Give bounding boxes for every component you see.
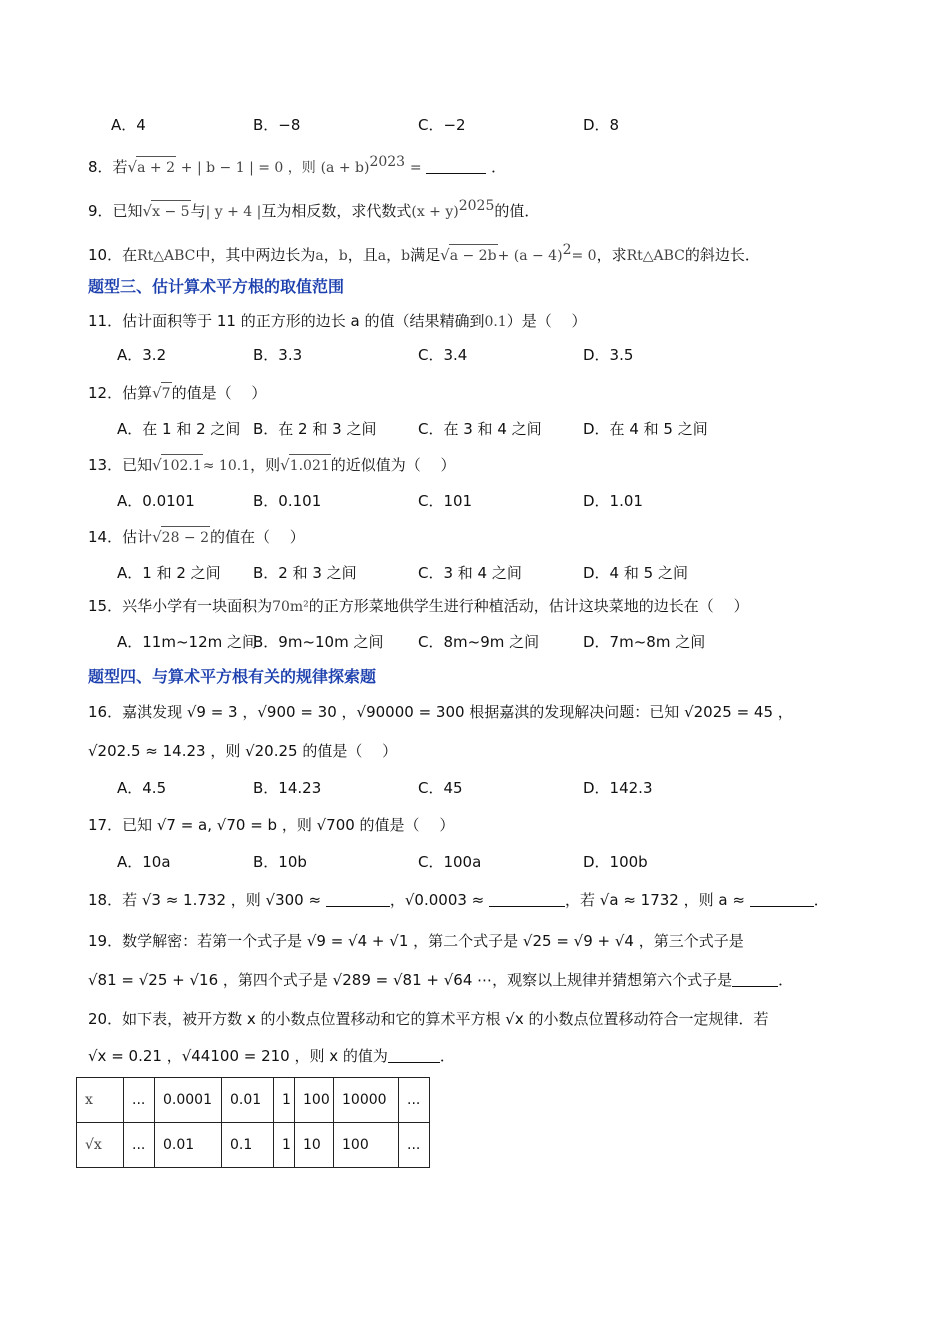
option-b: B．10b [253,853,307,871]
option-d: D．3.5 [583,346,634,364]
table-row [77,1123,430,1168]
q15-options [0,631,950,653]
section-heading-4: 题型四、与算术平方根有关的规律探索题 [88,667,377,686]
option-a: A．3.2 [117,346,167,364]
option-b: B．在 2 和 3 之间 [253,420,377,438]
table-cell: 10 [295,1123,334,1168]
question-17: 17．已知 √7 = a, √70 = b ，则 √700 的值是（ ） [88,816,455,834]
q9-power: (x + y) [411,204,459,220]
table-cell: 1 [274,1123,295,1168]
q13-radicand-2: 1.021 [289,454,331,477]
option-d: D．8 [583,116,620,134]
option-c: C．101 [418,492,473,510]
option-d: D．142.3 [583,779,653,797]
table-cell: 100 [334,1123,399,1168]
q14-options [0,562,950,584]
question-19-line-1: 19．数学解密：若第一个式子是 √9 = √4 + √1 ，第二个式子是 √25 = √9 + √4 ，第三个式子是 [88,932,744,950]
q10-eq: = 0 [571,248,597,264]
table-cell: x [77,1078,124,1123]
option-d: D．7m~8m 之间 [583,633,706,651]
question-20-line-2 [88,1045,455,1067]
q8-tail: ． [486,158,507,176]
q14-num: 14．估计 [88,528,153,546]
q8-radicand: a + 2 [136,156,176,179]
q8-power: (a + b) [320,160,370,176]
q18-part-d: ． [813,891,829,909]
table-row [77,1078,430,1123]
option-c: C．45 [418,779,463,797]
q15-area: 70m² [272,599,309,615]
q18-blank-3[interactable] [750,890,814,907]
q13-approx: ≈ 10.1 [202,458,251,474]
q14-tail: 的值在（ ） [210,528,305,546]
question-10 [88,239,760,267]
option-c: C．3.4 [418,346,468,364]
radical-icon: √ [127,158,138,176]
q13-text-1: ，则 [250,456,281,474]
q8-expr: + | b − 1 | = 0 ，则 [180,160,316,176]
question-15 [88,595,749,618]
q9-abs: | y + 4 | [205,204,262,220]
radical-icon: √ [142,202,153,220]
q10-text-2: ， [323,246,339,264]
q8-exp: 2023 [369,154,406,170]
q10-text-1: 中，其中两边长为 [195,246,316,264]
option-b: B．9m~10m 之间 [253,633,384,651]
option-c: C．−2 [418,116,466,134]
q10-text-7: 的斜边长． [684,246,760,264]
option-c: C．100a [418,853,482,871]
table-cell: 0.1 [222,1123,274,1168]
table-cell: ... [399,1123,430,1168]
radical-icon: √ [152,528,162,546]
q13-radicand-1: 102.1 [161,454,203,477]
q9-radicand: x − 5 [151,200,190,223]
table-cell: 100 [295,1078,334,1123]
option-a: A．4.5 [117,779,167,797]
option-d: D．4 和 5 之间 [583,564,688,582]
q15-tail: 的正方形菜地供学生进行种植活动，估计这块菜地的边长在（ ） [308,597,749,615]
option-b: B．−8 [253,116,301,134]
question-19-line-2 [88,969,793,991]
q12-radicand: 7 [161,382,172,405]
q10-var-b: b [338,248,348,264]
radical-icon: √ [152,456,162,474]
q9-text-3: 的值． [494,202,540,220]
q11-precision: 0.1 [484,314,507,330]
q18-part-a: 18．若 √3 ≈ 1.732 ，则 √300 ≈ [88,891,322,909]
question-13 [88,454,456,477]
sqrt-table [76,1077,430,1168]
option-b: B．14.23 [253,779,322,797]
question-18 [88,889,829,911]
q14-radicand: 28 − 2 [161,526,210,549]
q17-options [0,851,950,873]
q13-options [0,490,950,512]
option-d: D．100b [583,853,648,871]
table-cell: 0.01 [222,1078,274,1123]
q10-num: 10．在 [88,246,138,264]
q11-options [0,344,950,366]
option-a: A．在 1 和 2 之间 [117,420,241,438]
q10-exp: 2 [562,242,572,258]
section-heading-3: 题型三、估计算术平方根的取值范围 [88,277,345,296]
option-d: D．在 4 和 5 之间 [583,420,708,438]
q11-tail: ）是（ ） [506,312,587,330]
q13-num: 13．已知 [88,456,153,474]
radical-icon: √ [440,246,450,264]
q20-text: √x = 0.21 ，√44100 = 210 ，则 x 的值为 [88,1047,388,1065]
q10-text-5: 满足 [410,246,441,264]
q9-text-2: 互为相反数，求代数式 [261,202,412,220]
q18-part-b: ，√0.0003 ≈ [389,891,485,909]
question-11 [88,310,587,333]
question-16-line-1: 16．嘉淇发现 √9 = 3 ，√900 = 30 ，√90000 = 300 根据嘉淇的发现解决问题：已知 √2025 = 45 ， [88,703,793,721]
q9-text-1: 与 [190,202,206,220]
question-14 [88,526,305,549]
table-cell: 10000 [334,1078,399,1123]
q19-tail: ． [778,971,794,989]
question-16-line-2: √202.5 ≈ 14.23 ，则 √20.25 的值是（ ） [88,742,398,760]
q18-blank-1[interactable] [326,890,390,907]
q8-num: 8．若 [88,158,128,176]
q16-options [0,777,950,799]
option-c: C．8m~9m 之间 [418,633,540,651]
option-c: C．3 和 4 之间 [418,564,522,582]
q12-num: 12．估算 [88,384,153,402]
q7-options [0,114,950,136]
table-cell: 0.0001 [155,1078,222,1123]
q11-text: 11．估计面积等于 11 的正方形的边长 a 的值（结果精确到 [88,312,485,330]
option-d: D．1.01 [583,492,643,510]
table-cell: ... [399,1078,430,1123]
question-12 [88,382,266,405]
q20-tail: ． [439,1047,455,1065]
q10-radicand: a − 2b [449,244,498,267]
q10-square: + (a − 4) [497,248,563,264]
option-c: C．在 3 和 4 之间 [418,420,542,438]
q10-triangle2: Rt△ABC [626,248,685,264]
q15-num: 15．兴华小学有一块面积为 [88,597,273,615]
q18-blank-2[interactable] [489,890,565,907]
q10-var-a: a [315,248,324,264]
option-a: A．10a [117,853,171,871]
q12-options [0,418,950,440]
radical-icon: √ [152,384,162,402]
q10-var-a2: a [377,248,387,264]
q10-text-6: ，求 [596,246,627,264]
option-a: A．11m~12m 之间 [117,633,257,651]
option-a: A．0.0101 [117,492,195,510]
q9-num: 9．已知 [88,202,143,220]
option-a: A．1 和 2 之间 [117,564,221,582]
q20-answer-blank[interactable] [388,1046,440,1063]
option-b: B．2 和 3 之间 [253,564,357,582]
q10-var-b2: b [401,248,411,264]
option-a: A．4 [111,116,146,134]
radical-icon: √ [280,456,290,474]
q8-answer-blank[interactable] [426,157,486,174]
table-cell: 1 [274,1078,295,1123]
q18-part-c: ，若 √a ≈ 1732 ，则 a ≈ [565,891,745,909]
question-20-line-1: 20．如下表，被开方数 x 的小数点位置移动和它的算术平方根 √x 的小数点位置移动符合一定规律．若 [88,1010,769,1028]
q10-text-3: ，且 [347,246,378,264]
q10-text-4: ， [386,246,402,264]
q10-triangle: Rt△ABC [137,248,196,264]
option-b: B．0.101 [253,492,322,510]
table-cell: √x [77,1123,124,1168]
question-9 [88,195,539,223]
q12-tail: 的值是（ ） [171,384,267,402]
table-cell: 0.01 [155,1123,222,1168]
table-cell: ... [124,1123,155,1168]
question-8 [88,151,506,179]
q9-exp: 2025 [458,198,495,214]
q19-answer-blank[interactable] [732,970,778,987]
q19-text: √81 = √25 + √16 ，第四个式子是 √289 = √81 + √64 ⋯，观察以上规律并猜想第六个式子是 [88,971,733,989]
q13-tail: 的近似值为（ ） [330,456,456,474]
q8-eq: = [409,160,422,176]
table-cell: ... [124,1078,155,1123]
option-b: B．3.3 [253,346,303,364]
